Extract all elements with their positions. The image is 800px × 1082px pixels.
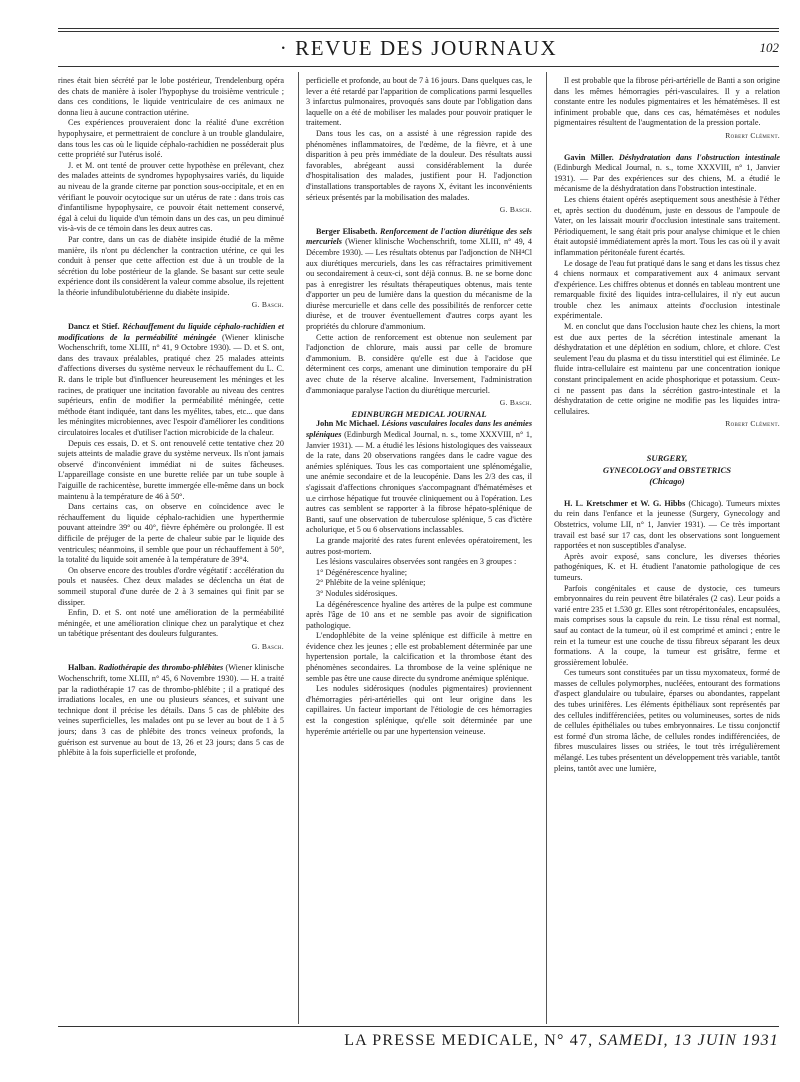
paragraph: Depuis ces essais, D. et S. ont renouvelé cette tentative chez 20 sujets atteints de maladie grave du système nerveux. Ils n'ont jamais observé d'inconvénient immédiat ni de suites fâcheuses. L'appareillage consiste en une burette reliée par un tube souple à l'aiguille de rachicentèse, burette immergée elle-même dans un bock maintenu à la température de 46 à 50°. (58, 438, 284, 501)
paragraph: Ces tumeurs sont constituées par un tissu myxomateux, formé de masses de cellules polymorphes, nucléées, entourant des formations d'aspect glandulaire ou tubulaire, éparses ou abondantes, rappelant des tubes urinifères. Les éléments épithéliaux sont représentés par des cellules indifférenciées, petites ou volumineuses, sortes de nids de cellules épithéliales ou tubes embryonnaires. Le tissu conjonctif est formé d'un stroma lâche, de cellules rondes indifférenciées, de fibres musculaires lisses ou striées, le tout très irrégulièrement mélangé. Les tubes présentent un développement très variable, tantôt pleins, tantôt avec une lumière, (554, 668, 780, 773)
paragraph: Il est probable que la fibrose péri-artérielle de Banti a son origine dans les mêmes hémorragies péri-vasculaires. Il y a relation constante entre les nodules pigmentaires et les hématémèses. Il est infiniment probable que, dans ces cas, hématémèses et nodules pigmentaires résultent de l'augmentation de la pression portale. (554, 76, 780, 128)
signature: G. Basch. (251, 641, 284, 651)
signature: G. Basch. (499, 205, 532, 215)
paragraph: Dans certains cas, on observe en coïncidence avec le réchauffement du liquide céphalo-rachidien une hyperthermie pouvant atteindre 39° ou 40°, fièvre éphémère ou prolongée. Il est difficile de préjuger de la perte de chaleur subie par le liquide des ventricules; néanmoins, il semble que pour un réchauffement à 50°, la totalité du liquide soit amenée à la température de 39°4. (58, 502, 284, 565)
paragraph: Parfois congénitales et cause de dystocie, ces tumeurs embryonnaires du rein peuvent être bilatérales (2 cas). Leur poids a varié entre 235 et 1.530 gr. Elles sont rétropéritonéales, encapsulées, mais comprises sous la capsule du rein. Le tissu rénal est normal, sauf au contact de la tumeur, où il est comprimé et aminci ; entre le rein et la tumeur est une couche de tissu fibreux séparant les deux formations. A la coupe, la tumeur est grisâtre, ferme et grossièrement lobulée. (554, 583, 780, 667)
journal-title: · REVUE DES JOURNAUX (279, 36, 558, 60)
paragraph: Cette action de renforcement est obtenue non seulement par l'adjonction de chlorure, mais aussi par celle de bromure d'ammonium. B. considère qu'elle est due à l'acidose que déterminent ces corps, amenant une diminution temporaire du pH avec chute de la réserve alcaline. Inversement, l'administration d'ammoniaque paralyse l'action du diurétique mercuriel. (306, 332, 532, 395)
paragraph: Les chiens étaient opérés aseptiquement sous anesthésie à l'éther et, après section du duodénum, juste en dessous de l'ampoule de Vater, on les laissait mourir d'occlusion intestinale sans traitement. Périodiquement, le sang était pris pour analyse chimique et le chien était autopsié immédiatement après la mort. Tous les cas où il y avait inflammation péritonéale furent écartés. (554, 194, 780, 257)
column-divider-2 (546, 72, 547, 1024)
column-3 (554, 76, 780, 1020)
paragraph: L'endophlébite de la veine splénique est difficile à mettre en évidence chez les jeunes ; elle est probablement déterminée par une hypertension portale, la calcification et la thrombose étant des phénomènes secondaires. La thrombose de la veine splénique ne semble pas être une cause directe du syndrome anémique splénique. (306, 631, 532, 683)
paragraph: On observe encore des troubles d'ordre végétatif : accélération du pouls et nausées. Chez deux malades se déclencha un état de sommeil stuporal d'une durée de 2 à 3 semaines qui finit par se dissiper. (58, 565, 284, 607)
column-1 (58, 76, 284, 1020)
article-gavin-miller: Gavin Miller. Déshydratation dans l'obstruction intestinale (Edinburgh Medical Journal, n. s., tome XXXVIII, n° 1, Janvier 1931). — Par des expériences sur des chiens, M. a étudié le mécanisme de la déshydratation dans l'obstruction intestinale. (554, 152, 780, 194)
running-header (58, 36, 779, 62)
footer-rule (58, 1026, 779, 1027)
signature: G. Basch. (499, 398, 532, 408)
article-kretschmer-hibbs: H. L. Kretschmer et W. G. Hibbs (Chicago). Tumeurs mixtes du rein dans l'enfance et la jeunesse (Surgery, Gynecology and Obstetrics, volume LII, n° 1, Janvier 1931). — Ce très important travail est basé sur 17 cas, dont les observations sont longuement rapportées et non susceptibles d'analyse. (554, 498, 780, 551)
paragraph: Dans tous les cas, on a assisté à une régression rapide des phénomènes inflammatoires, de l'œdème, de la fièvre, et à une disparition à peu près immédiate de la douleur. Des résultats aussi favorables, abrégeant aussi considérablement la durée d'hospitalisation des malades, justifient pour H. l'adjonction d'installations transportables de rayons X, évitant les inconvénients sérieux présentés par la mobilisation des malades. (306, 128, 532, 202)
paragraph: Le dosage de l'eau fut pratiqué dans le sang et dans les tissus chez 4 chiens normaux et comparativement aux 4 animaux servant d'expérience. Les chiffres obtenus et donnés en tableau montrent une remarquable fixité des liquides intra-cellulaires, il n'y eut aucun trouble chez les animaux atteints d'occlusion intestinale expérimentale. (554, 258, 780, 321)
column-divider-1 (298, 72, 299, 1024)
article-dancz-stief: Dancz et Stief. Réchauffement du liquide céphalo-rachidien et modifications de la perméabilité méningée (Wiener klinische Wochenschrift, tome XLIII, n° 41, 9 Octobre 1930). — D. et S. ont, dans des travaux préalables, pratiqué chez 25 malades atteints d'affections diverses du système nerveux le réchauffement du L. C. R. dans le triple but d'influencer heureusement les méninges et les racines, de pratiquer une incitation favorable au niveau des centres supérieurs, enfin de modifier la perméabilité méningée, cette méthode étant indiquée, tant dans les myélites, tabes, etc... que dans les méningites microbiennes, avec l'espoir d'améliorer les conditions circulatoires locales et d'utiliser l'action microbicide de la chaleur. (58, 322, 284, 437)
list-item: 3° Nodules sidérosiques. (316, 588, 398, 598)
journal-heading-edinburgh: EDINBURGH MEDICAL JOURNAL (351, 408, 487, 419)
paragraph: Par contre, dans un cas de diabète insipide étudié de la même manière, ils n'ont pu déclencher la contraction utérine, ce qui les conduit à penser que cette affection est due à un trouble de la sécrétion du lobe postérieur de la glande. Se basant sur cette seule expérience dont ils considèrent la valeur comme absolue, ils rejettent la théorie infundibulotubérienne du diabète insipide. (58, 234, 284, 297)
paragraph: Les lésions vasculaires observées sont rangées en 3 groupes : (316, 557, 517, 567)
article-mcmichael: John Mc Michael. Lésions vasculaires locales dans les anémies spléniques (Edinburgh Medical Journal, n. s., tome XXXVIII, n° 1, Janvier 1931). — M. a étudié les lésions histologiques des vaisseaux de la rate, dans 20 observations rangées dans le cadre vague des anémies spléniques. Tous les cas comportaient une splénomégalie, une anémie secondaire et de la leucopénie. Dans les 2/3 des cas, il s'agissait d'affections chroniques s'accompagnant d'hématémèses et u.e cirrhose hépatique fut trouvée cliniquement ou à l'opération. Les autres cas semblent se rapporter à la fibrose hépato-splénique de Banti, sauf une observation de tuberculose splénique, 5 cas d'ictère acholurique, et 5 ou 6 observations inclassables. (306, 419, 532, 535)
paragraph: Les nodules sidérosiques (nodules pigmentaires) proviennent d'hémorragies péri-artérielles qui ont leur origine dans les capillaires. Un facteur important de l'étiologie de ces hémorragies est la congestion splénique, qu'elle soit déterminée par une hyperémie artérielle ou par une hypertension veineuse. (306, 684, 532, 736)
signature: G. Basch. (251, 300, 284, 310)
footer-lead: LA PRESSE MEDICALE, N° 47, (344, 1032, 599, 1049)
paragraph: rines était bien sécrété par le lobe postérieur, Trendelenburg opéra des chats de manière à isoler l'hypophyse du troisième ventricule ; dans ces conditions, le liquide ventriculaire de ces animaux ne donna lieu à aucune contraction utérine. (58, 76, 284, 117)
article-halban: Halban. Radiothérapie des thrombo-phlébites (Wiener klinische Wochenschrift, tome XLIII, n° 45, 6 Novembre 1930). — H. a traité par la radiothérapie 17 cas de thrombo-phlébite ; il a pratiqué des irradiations locales, en une ou plusieurs séances, et suivant une technique dont il précise les détails. Dans 5 cas de phlébite des veines superficielles, les malades ont pu se lever au bout de 1 à 5 jours; dans 3 cas de phlébite des troncs veineux profonds, la guérison est survenue au bout de 13, 26 et 23 jours; dans 5 cas de phlébite à la fois superficielle et profonde, (58, 663, 284, 758)
footer-date: SAMEDI, 13 JUIN 1931 (598, 1032, 779, 1049)
article-berger: Berger Elisabeth. Renforcement de l'action diurétique des sels mercuriels (Wiener klinische Wochenschrift, tome XLIII, n° 49, 4 Décembre 1930). — Les résultats obtenus par l'adjonction de NH⁴Cl aux diurétiques mercuriels, dans les cas réfractaires primitivement ou secondairement à ceux-ci, sont déjà connus. B. ne se borne donc pas à enregistrer les résultats thérapeutiques obtenus, mais tente d'apporter un peu de lumière dans la question du mécanisme de la diurèse mercurielle et dans celle des possibilités de renforcer cette diurèse, et de trouver éventuellement d'autres corps ayant les propriétés du chlorure d'ammonium. (306, 226, 532, 332)
signature: Robert Clément. (725, 130, 780, 140)
top-rule-2 (58, 31, 779, 32)
paragraph: La grande majorité des rates furent enlevées opératoirement, les autres post-mortem. (306, 535, 532, 556)
paragraph: perficielle et profonde, au bout de 7 à 16 jours. Dans quelques cas, le lever a été retardé par l'apparition de complications parmi lesquelles 3 infarctus pulmonaires, provoqués sans doute par l'obligation dans laquelle on a été de mobiliser les malades pour pouvoir pratiquer le traitement. (306, 76, 532, 128)
journal-heading-gynecology: GYNECOLOGY and OBSTETRICS (602, 464, 732, 475)
list-item: 1° Dégénérescence hyaline; (316, 567, 408, 577)
paragraph: Enfin, D. et S. ont noté une amélioration de la perméabilité méningée, et une amélioration clinique chez un paralytique et chez un tabétique présentant des douleurs fulgurantes. (58, 608, 284, 639)
column-2 (306, 76, 532, 1020)
journal-heading-chicago: (Chicago) (649, 476, 685, 487)
page-footer (58, 1032, 779, 1054)
paragraph: M. en conclut que dans l'occlusion haute chez les chiens, la mort est due aux pertes de la sécrétion intestinale amenant la déshydratation et une déplétion en sodium, chlore, et chlore. C'est seulement l'eau du plasma et du tissu interstitiel qui est éliminée. Le fluide intra-cellulaire est maintenu par une concentration ionique constant principalement en acide phosphorique et potassium. Ceux-ci ne passent pas dans la sécrétion gastro-intestinale et la déshydratation de cette origine ne modifie pas les liquides intra-cellulaires. (554, 322, 780, 416)
page-number: 102 (759, 40, 779, 55)
footer-text (344, 1032, 779, 1050)
paragraph: J. et M. ont tenté de prouver cette hypothèse en prélevant, chez des malades atteints de syndromes hypophysaires variés, du liquide au niveau de la grande citerne par ponction sous-occipitale, et en en vérifiant le pouvoir ocytocique sur un utérus de rate : dans trois cas d'infantilisme hypophysaire, ce pouvoir était nettement conservé, égal à celui du liquide d'un témoin dans un des cas, un peu diminué vis-à-vis de ce témoin dans les deux autres cas. (58, 160, 284, 234)
signature: Robert Clément. (725, 419, 780, 429)
journal-heading-surgery: SURGERY, (646, 453, 688, 463)
paragraph: La dégénérescence hyaline des artères de la pulpe est commune après l'âge de 10 ans et ne semble pas avoir de signification pathologique. (306, 599, 532, 630)
paragraph: Ces expériences prouveraient donc la réalité d'une excrétion hypophysaire, et permettraient de conclure à un trouble glandulaire, dans tous les cas où le liquide céphalo-rachidien ne posséderait plus cette propriété sur l'utérus isolé. (58, 118, 284, 160)
header-rule (58, 66, 779, 67)
paragraph: Après avoir exposé, sans conclure, les diverses théories pathogéniques, K. et H. étudient l'anatomie pathologique de ces tumeurs. (554, 551, 780, 582)
top-rule-1 (58, 28, 779, 29)
list-item: 2° Phlébite de la veine splénique; (316, 578, 426, 588)
